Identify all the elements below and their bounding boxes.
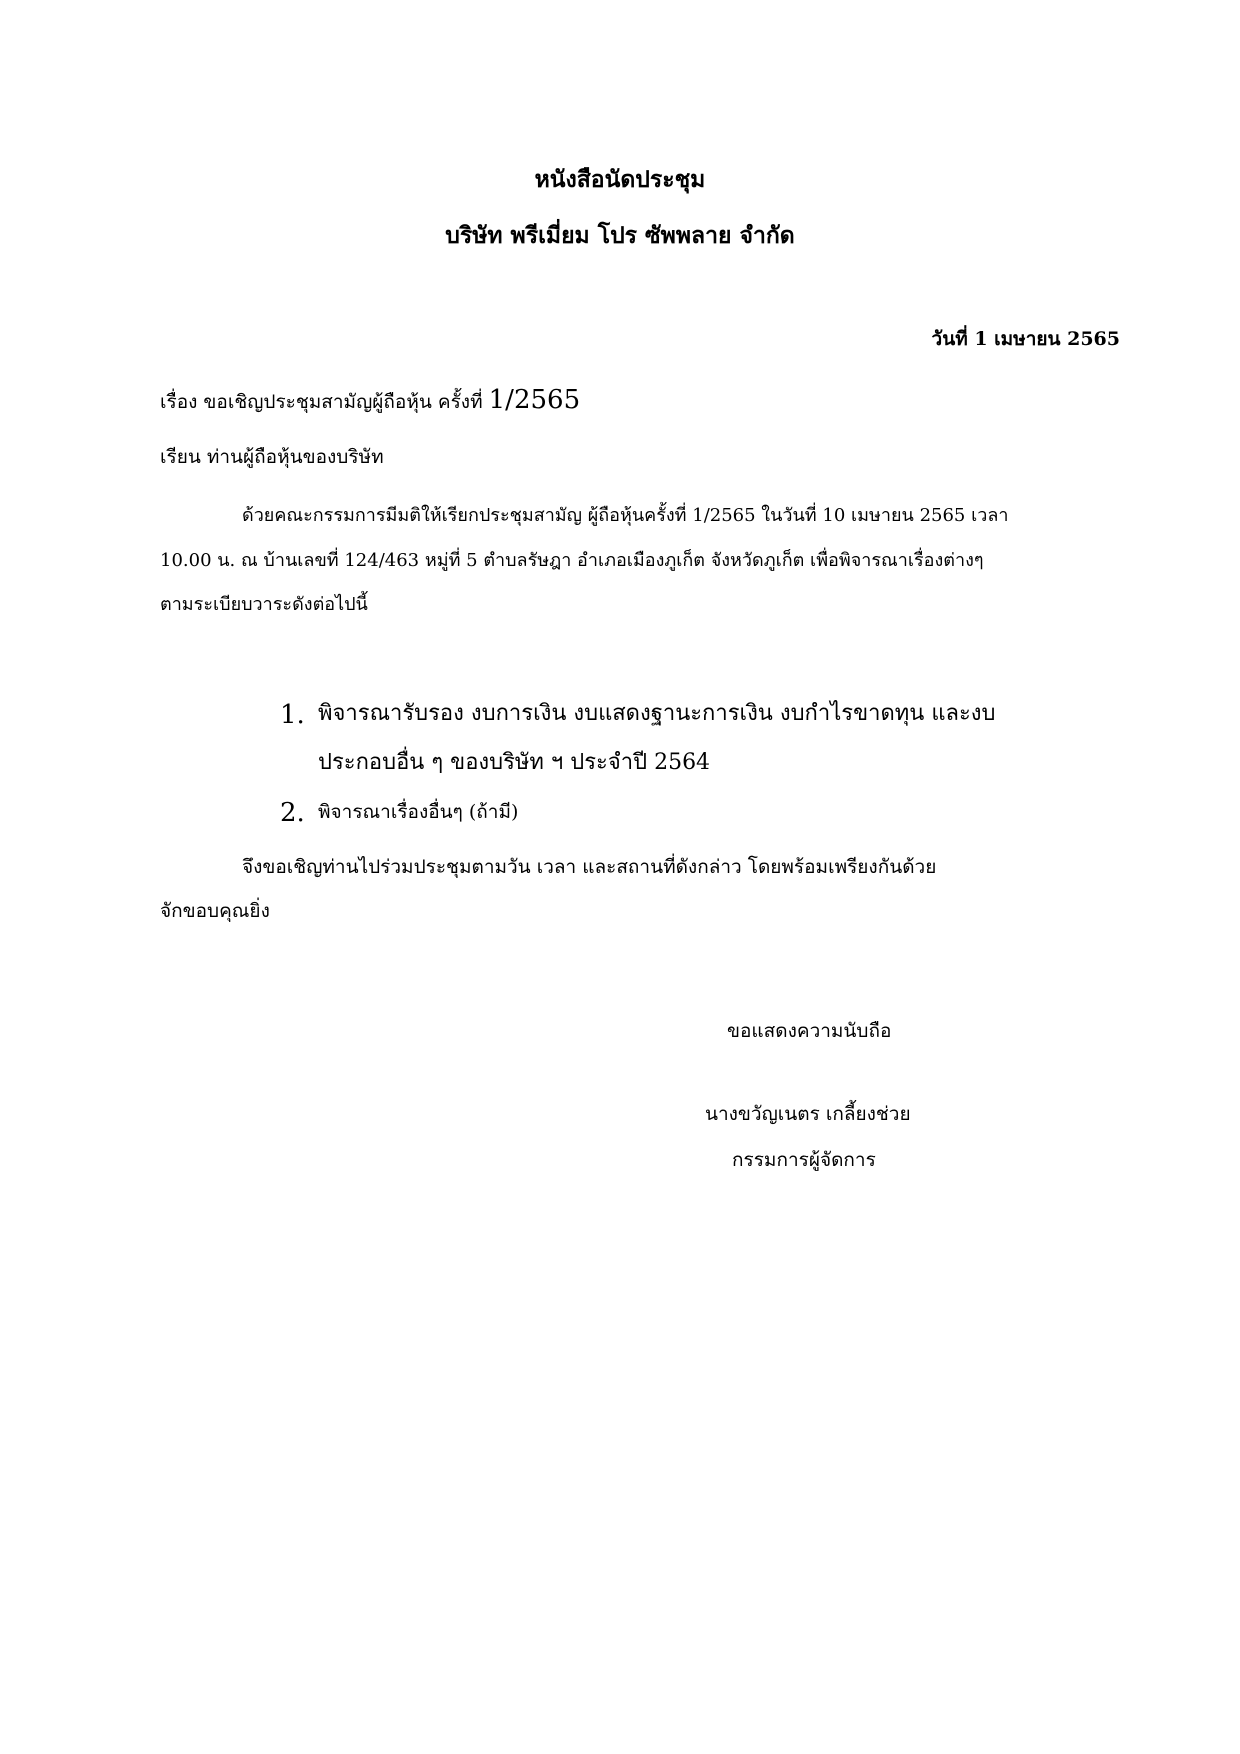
document-date: วันที่ 1 เมษายน 2565 [931,328,1120,350]
signatory-position: กรรมการผู้จัดการ [732,1149,876,1171]
agenda-item-1-line1: พิจารณารับรอง งบการเงิน งบแสดงฐานะการเงิน งบกำไรขาดทุน และงบ [318,701,996,726]
company-name: บริษัท พรีเมี่ยม โปร ซัพพลาย จำกัด [445,222,795,249]
document-title: หนังสือนัดประชุม [534,166,706,193]
paragraph2-line1: จึงขอเชิญท่านไปร่วมประชุมตามวัน เวลา และสถานที่ดังกล่าว โดยพร้อมเพรียงกันด้วย [242,856,937,878]
agenda-item-1-line2: ประกอบอื่น ๆ ของบริษัท ฯ ประจำปี 2564 [318,750,711,775]
paragraph1-line2: 10.00 น. ณ บ้านเลขที่ 124/463 หมู่ที่ 5 ตำบลรัษฎา อำเภอเมืองภูเก็ต จังหวัดภูเก็ต เพื่อพิจารณาเรื่องต่างๆ [160,550,984,571]
agenda-item-2-line1: พิจารณาเรื่องอื่นๆ (ถ้ามี) [318,801,519,823]
paragraph1-line3: ตามระเบียบวาระดังต่อไปนี้ [160,594,368,615]
paragraph1-line1: ด้วยคณะกรรมการมีมติให้เรียกประชุมสามัญ ผู้ถือหุ้นครั้งที่ 1/2565 ในวันที่ 10 เมษายน 2565 เวลา [242,505,1009,526]
closing-salutation: ขอแสดงความนับถือ [727,1020,892,1042]
agenda-item-1-number: 1. [280,700,305,730]
agenda-item-2-number: 2. [280,798,305,828]
salutation: เรียน ท่านผู้ถือหุ้นของบริษัท [160,446,384,468]
signatory-name: นางขวัญเนตร เกลี้ยงช่วย [705,1103,911,1125]
subject-line [160,387,580,413]
subject-label: เรื่อง ขอเชิญประชุมสามัญผู้ถือหุ้น ครั้งที่ [160,391,489,413]
paragraph2-line2: จักขอบคุณยิ่ง [160,900,270,922]
subject-number: 1/2565 [488,385,581,415]
